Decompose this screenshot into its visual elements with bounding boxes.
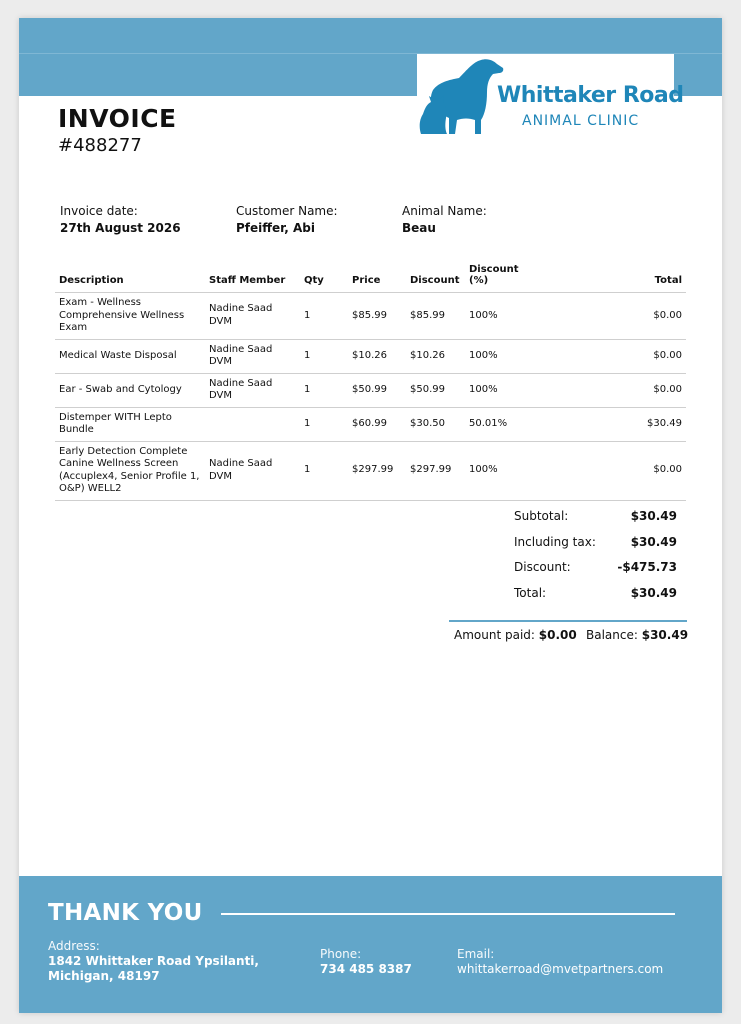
table-row	[55, 373, 686, 407]
balance-label: Balance:	[586, 628, 638, 642]
tax-label: Including tax:	[514, 534, 596, 549]
subtotal-label: Subtotal:	[514, 509, 569, 523]
cell-discount-pct: 100%	[465, 339, 535, 373]
total-row	[514, 586, 677, 612]
customer-label: Customer Name:	[236, 204, 338, 218]
cell-price: $297.99	[348, 441, 406, 500]
invoice-date-value: 27th August 2026	[60, 221, 181, 235]
col-header: Price	[348, 258, 406, 293]
brand-name: Whittaker Road	[497, 83, 684, 108]
address-line-1: 1842 Whittaker Road Ypsilanti,	[48, 954, 259, 968]
invoice-page	[19, 18, 722, 1013]
cell-total: $0.00	[535, 441, 686, 500]
cell-total: $0.00	[535, 339, 686, 373]
footer-band	[19, 876, 722, 1013]
phone-label: Phone:	[320, 947, 362, 961]
cell-staff: Nadine Saad DVM	[205, 293, 300, 340]
cell-discount: $10.26	[406, 339, 465, 373]
cell-qty: 1	[300, 293, 348, 340]
cell-discount: $50.99	[406, 373, 465, 407]
table-row	[55, 441, 686, 500]
total-label: Total:	[514, 585, 547, 600]
tax-row	[514, 535, 677, 561]
thank-you-heading: THANK YOU	[48, 900, 203, 926]
cell-description: Distemper WITH Lepto Bundle	[55, 407, 205, 441]
line-items-table	[55, 258, 686, 501]
totals-divider	[449, 620, 687, 622]
cell-discount-pct: 50.01%	[465, 407, 535, 441]
cell-price: $60.99	[348, 407, 406, 441]
phone-value: 734 485 8387	[320, 962, 412, 976]
tax-value: $30.49	[630, 534, 677, 549]
cell-discount-pct: 100%	[465, 293, 535, 340]
address-block	[48, 939, 259, 984]
cell-staff: Nadine Saad DVM	[205, 441, 300, 500]
table-row	[55, 293, 686, 340]
cell-discount-pct: 100%	[465, 441, 535, 500]
customer-value: Pfeiffer, Abi	[236, 221, 316, 235]
cell-price: $10.26	[348, 339, 406, 373]
col-header: Staff Member	[205, 258, 300, 293]
invoice-date-label: Invoice date:	[60, 204, 138, 218]
table-row	[55, 407, 686, 441]
cell-staff	[205, 407, 300, 441]
col-header: Qty	[300, 258, 348, 293]
amount-paid-value: $0.00	[538, 628, 577, 642]
discount-value: -$475.73	[617, 560, 677, 574]
email-value: whittakerroad@mvetpartners.com	[457, 962, 664, 976]
email-block	[457, 947, 663, 977]
cell-description: Early Detection Complete Canine Wellness Screen (Accuplex4, Senior Profile 1, O&P) WELL2	[55, 441, 205, 500]
subtotal-row	[514, 509, 677, 535]
cell-discount: $30.50	[406, 407, 465, 441]
balance-value: $30.49	[641, 628, 689, 642]
address-line-2: Michigan, 48197	[48, 969, 160, 983]
cell-total: $0.00	[535, 293, 686, 340]
cell-qty: 1	[300, 441, 348, 500]
cell-discount: $85.99	[406, 293, 465, 340]
brand-subtitle: ANIMAL CLINIC	[522, 113, 640, 129]
cell-discount: $297.99	[406, 441, 465, 500]
cell-description: Exam - Wellness Comprehensive Wellness Exam	[55, 293, 205, 340]
table-header-row	[55, 258, 686, 293]
cell-price: $50.99	[348, 373, 406, 407]
cell-qty: 1	[300, 407, 348, 441]
table-row	[55, 339, 686, 373]
cell-total: $0.00	[535, 373, 686, 407]
cell-staff: Nadine Saad DVM	[205, 339, 300, 373]
balance	[586, 628, 688, 642]
cell-discount-pct: 100%	[465, 373, 535, 407]
cell-staff: Nadine Saad DVM	[205, 373, 300, 407]
animal-label: Animal Name:	[402, 204, 487, 218]
total-value: $30.49	[630, 585, 677, 600]
cell-total: $30.49	[535, 407, 686, 441]
cell-qty: 1	[300, 339, 348, 373]
clinic-logo	[417, 54, 684, 138]
col-header: Description	[55, 258, 205, 293]
subtotal-value: $30.49	[630, 509, 677, 523]
cell-price: $85.99	[348, 293, 406, 340]
amount-paid	[454, 628, 577, 642]
invoice-title: INVOICE	[58, 104, 177, 133]
amount-paid-label: Amount paid:	[454, 628, 535, 642]
address-label: Address:	[48, 939, 100, 953]
phone-block	[320, 947, 412, 977]
email-label: Email:	[457, 947, 495, 961]
totals-block	[514, 509, 677, 611]
col-header: Discount	[406, 258, 465, 293]
invoice-number: #488277	[58, 135, 142, 156]
animal-block	[402, 204, 487, 235]
col-header: Total	[535, 258, 686, 293]
cell-description: Medical Waste Disposal	[55, 339, 205, 373]
thank-you-rule	[221, 913, 675, 915]
customer-block	[236, 204, 338, 235]
discount-row	[514, 560, 677, 586]
discount-label: Discount:	[514, 560, 571, 574]
invoice-date-block	[60, 204, 181, 235]
cell-qty: 1	[300, 373, 348, 407]
col-header: Discount (%)	[465, 258, 535, 293]
animal-value: Beau	[402, 221, 436, 235]
cell-description: Ear - Swab and Cytology	[55, 373, 205, 407]
